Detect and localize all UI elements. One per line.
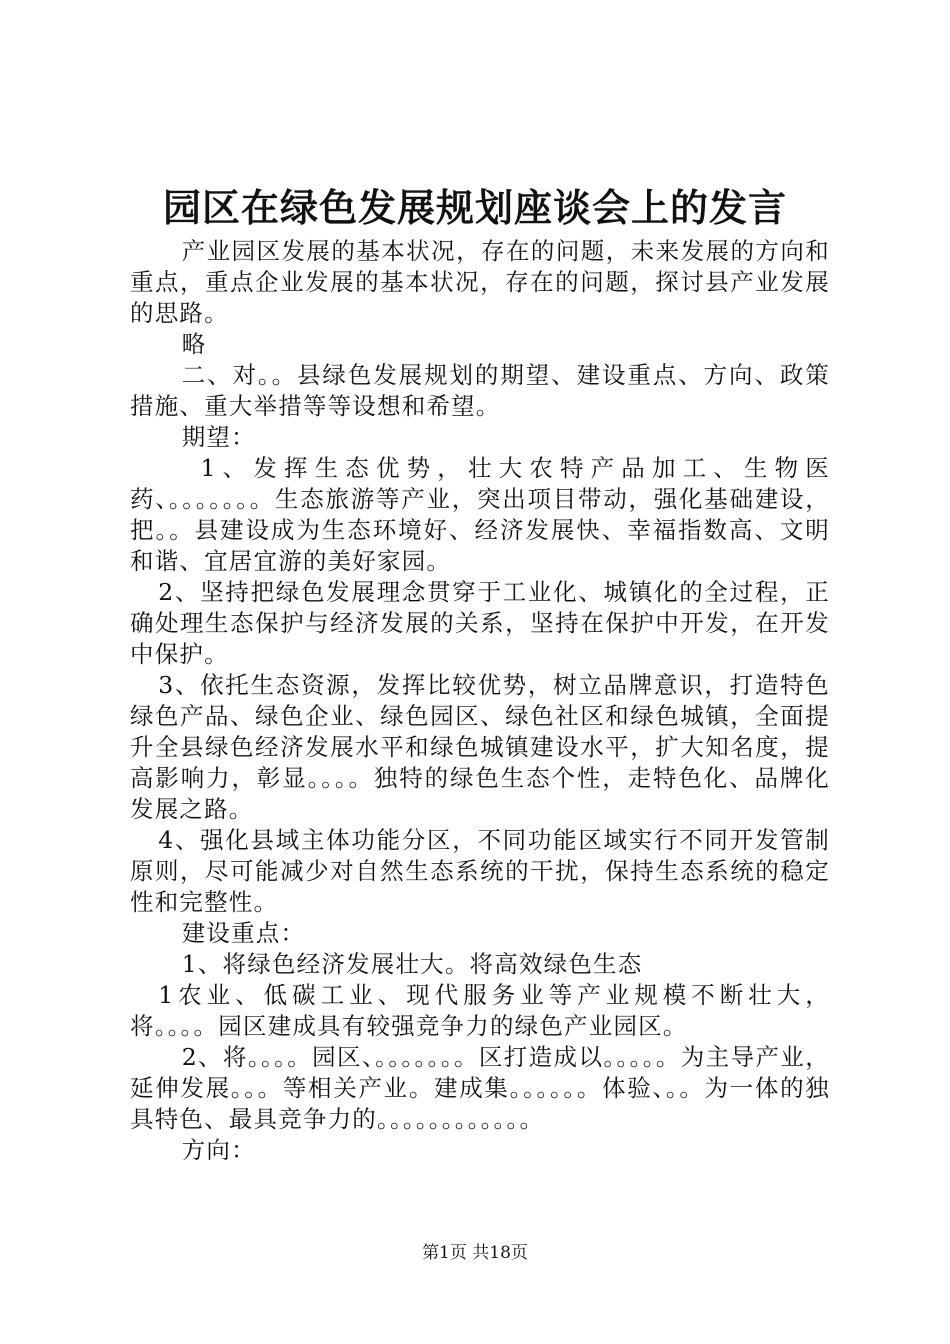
document-title: 园区在绿色发展规划座谈会上的发言 — [162, 185, 787, 230]
paragraph-direction-heading: 方向： — [181, 1136, 256, 1164]
paragraph-construction-2: 2、将。。。。园区、。。。。。。。区打造成以。。。。。为主导产业，延伸发展。。。等相关产业。建成集。。。。。。体验、。。为一体的独具特色、最具竞争力的。。。。。。。。。。。。 — [130, 1043, 830, 1133]
paragraph-construction-heading: 建设重点： — [181, 919, 306, 947]
paragraph-omitted: 略 — [181, 330, 207, 358]
paragraph-expectation-3: 3、依托生态资源，发挥比较优势，树立品牌意识，打造特色绿色产品、绿色企业、绿色园区、绿色社区和绿色城镇，全面提升全县绿色经济发展水平和绿色城镇建设水平，扩大知名度，提高影响力，彰显。。。。独特的绿色生态个性，走特色化、品牌化发展之路。 — [130, 671, 830, 823]
paragraph-expectation-1: 1、发挥生态优势，壮大农特产品加工、生物医药、。。。。。。。生态旅游等产业，突出项目带动，强化基础建设，把。。县建设成为生态环境好、经济发展快、幸福指数高、文明和谐、宜居宜游的美好家园。 — [130, 454, 830, 575]
paragraph-construction-1-cont: 1农业、低碳工业、现代服务业等产业规模不断壮大，将。。。。园区建成具有较强竞争力的绿色产业园区。 — [130, 981, 830, 1040]
paragraph-expectations-heading: 期望： — [181, 423, 256, 451]
paragraph-expectation-4: 4、强化县域主体功能分区，不同功能区域实行不同开发管制原则，尽可能减少对自然生态系统的干扰，保持生态系统的稳定性和完整性。 — [130, 826, 830, 916]
page-number-footer: 第1页 共18页 — [422, 1243, 528, 1263]
paragraph-section-two: 二、对。。县绿色发展规划的期望、建设重点、方向、政策措施、重大举措等等设想和希望。 — [130, 361, 830, 420]
paragraph-expectation-2: 2、坚持把绿色发展理念贯穿于工业化、城镇化的全过程，正确处理生态保护与经济发展的关系，坚持在保护中开发，在开发中保护。 — [130, 578, 830, 668]
document-body — [130, 236, 830, 1166]
paragraph-intro: 产业园区发展的基本状况，存在的问题，未来发展的方向和重点，重点企业发展的基本状况，存在的问题，探讨县产业发展的思路。 — [130, 237, 830, 327]
paragraph-construction-1: 1、将绿色经济发展壮大。将高效绿色生态 — [181, 950, 643, 978]
